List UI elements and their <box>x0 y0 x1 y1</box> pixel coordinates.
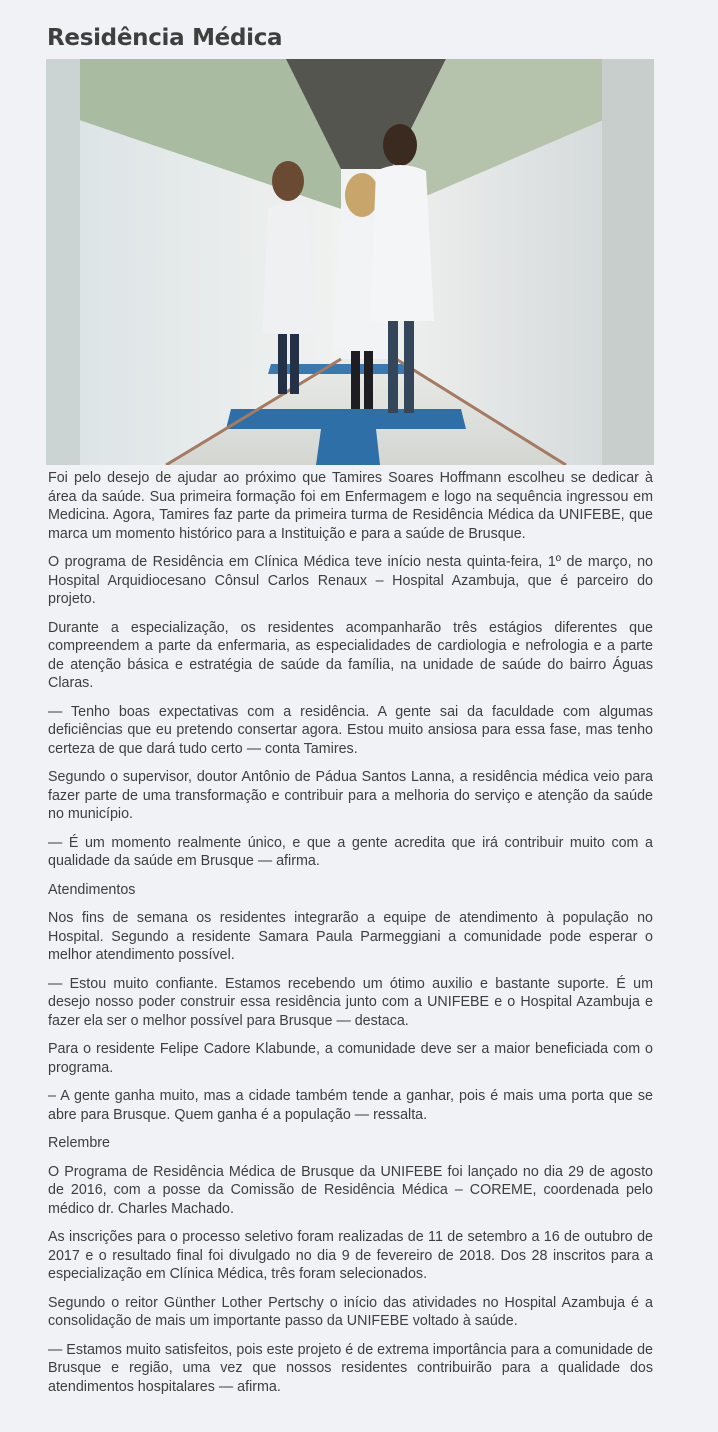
paragraph: Para o residente Felipe Cadore Klabunde, a comunidade deve ser a maior beneficiada com o programa. <box>48 1041 653 1076</box>
paragraph: — Tenho boas expectativas com a residência. A gente sai da faculdade com algumas deficiências que eu pretendo consertar agora. Estou muito ansiosa para essa fase, mas tenho certeza de que dará tudo certo — conta Tamires. <box>48 703 653 757</box>
subheading-atendimentos: Atendimentos <box>48 881 136 898</box>
paragraph: As inscrições para o processo seletivo foram realizadas de 11 de setembro a 16 de outubro de 2017 e o resultado final foi divulgado no dia 9 de fevereiro de 2018. Dos 28 inscritos para a especialização em Clínica Médica, três foram selecionados. <box>48 1229 653 1282</box>
paragraph: — Estou muito confiante. Estamos recebendo um ótimo auxilio e bastante suporte. É um desejo nosso poder construir essa residência junto com a UNIFEBE e o Hospital Azambuja e fazer ela ser o melhor possível para Brusque — destaca. <box>48 975 653 1029</box>
subheading-relembre: Relembre <box>48 1135 110 1151</box>
paragraph: — É um momento realmente único, e que a gente acredita que irá contribuir muito com a qualidade da saúde em Brusque — afirma. <box>48 834 653 869</box>
paragraph: Segundo o reitor Günther Lother Pertschy o início das atividades no Hospital Azambuja é a consolidação de mais um importante passo da UNIFEBE voltado à saúde. <box>48 1294 653 1329</box>
paragraph: Foi pelo desejo de ajudar ao próximo que Tamires Soares Hoffmann escolheu se dedicar à área da saúde. Sua primeira formação foi em Enfermagem e logo na sequência ingressou em Medicina. Agora, Tamires faz parte da primeira turma de Residência Médica da UNIFEBE, que marca um momento histórico para a Instituição e para a saúde de Brusque. <box>48 470 653 542</box>
article-body <box>46 469 654 1396</box>
paragraph: – A gente ganha muito, mas a cidade também tende a ganhar, pois é mais uma porta que se abre para Brusque. Quem ganha é a população — ressalta. <box>48 1088 653 1123</box>
paragraph: — Estamos muito satisfeitos, pois este projeto é de extrema importância para a comunidade de Brusque e região, uma vez que nossos residentes contribuirão para a qualidade dos atendimentos hospitalares — afirma. <box>48 1341 653 1395</box>
paragraph: O Programa de Residência Médica de Brusque da UNIFEBE foi lançado no dia 29 de agosto de 2016, com a posse da Comissão de Residência Médica – COREME, coordenada pelo médico dr. Charles Machado. <box>48 1163 653 1217</box>
paragraph: Durante a especialização, os residentes acompanharão três estágios diferentes que compreendem a parte da enfermaria, as especialidades de cardiologia e nefrologia e a parte de atenção básica e estratégia de saúde da família, na unidade de saúde do bairro Águas Claras. <box>48 619 653 691</box>
paragraph: Segundo o supervisor, doutor Antônio de Pádua Santos Lanna, a residência médica veio para fazer parte de uma transformação e contribuir para a melhoria do serviço e atenção da saúde no município. <box>48 769 653 822</box>
paragraph: Nos fins de semana os residentes integrarão a equipe de atendimento à população no Hospital. Segundo a residente Samara Paula Parmeggiani a comunidade pode esperar o melhor atendimento possível. <box>48 910 653 963</box>
article-title: Residência Médica <box>47 25 283 51</box>
paragraph: O programa de Residência em Clínica Médica teve início nesta quinta-feira, 1º de março, no Hospital Arquidiocesano Cônsul Carlos Renaux – Hospital Azambuja, que é parceiro do projeto. <box>48 554 653 607</box>
hospital-corridor-photo <box>46 59 654 465</box>
article <box>46 0 654 1406</box>
